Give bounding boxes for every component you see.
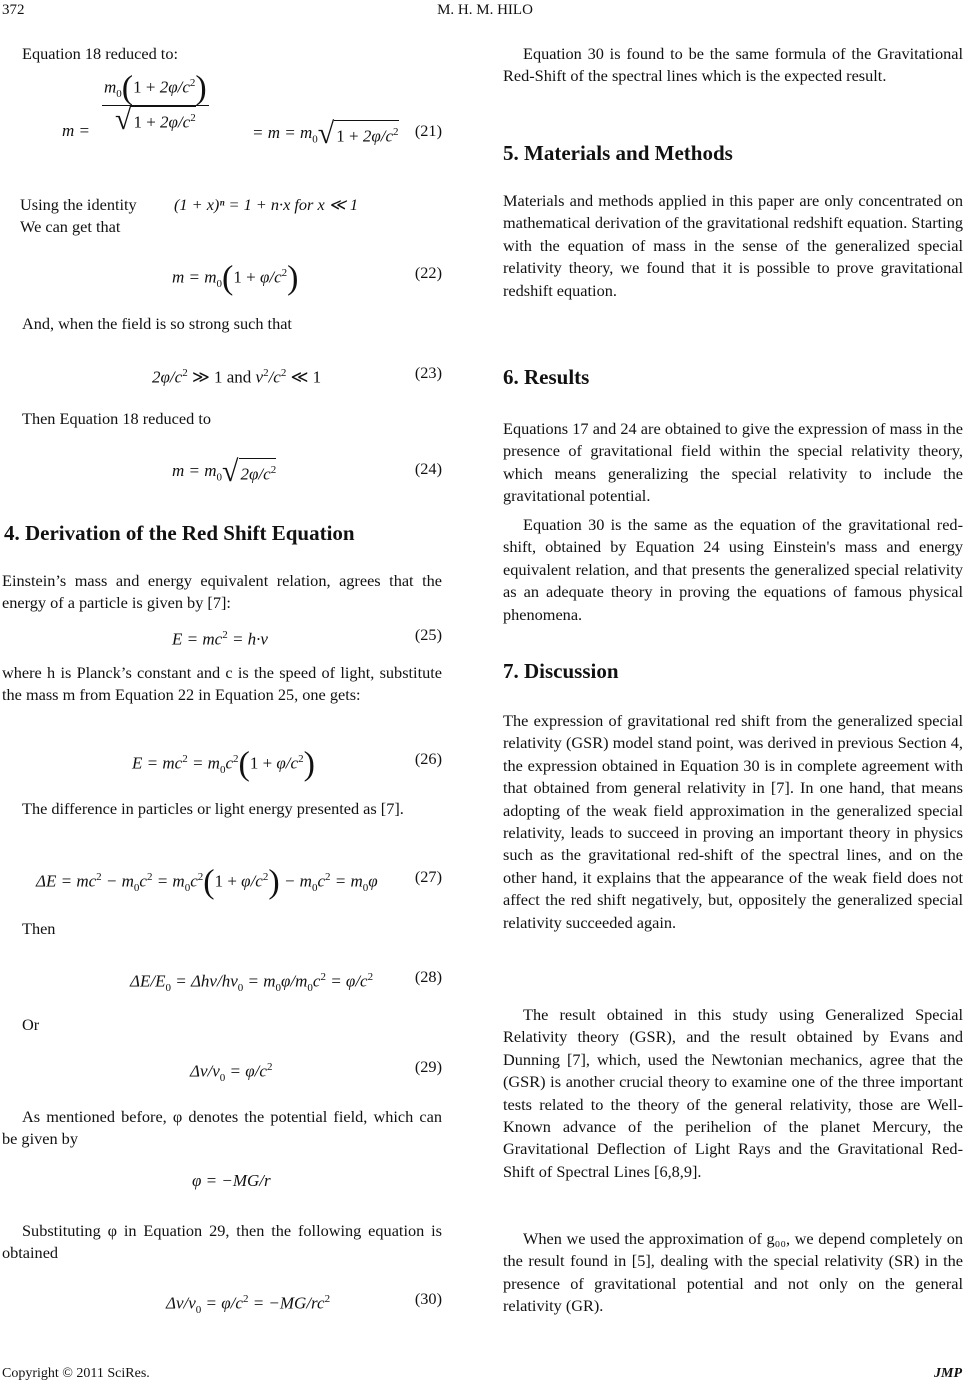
equation-number: (24): [414, 459, 442, 478]
paragraph: The difference in particles or light energy presented as [7].: [22, 799, 404, 818]
equation-28: $\Delta E/E_0 = \Delta hv/hv_0 = m_0\varphi/m_0c^2 = \varphi/c^2$ (28): [130, 967, 442, 995]
paragraph: Equation 30 is found to be the same formula of the Gravitational Red-Shift of the spectral lines which is the expected result.: [503, 44, 963, 86]
right-column: [503, 0, 963, 1350]
paragraph: Equation 18 reduced to:: [22, 44, 178, 63]
running-head: M. H. M. HILO: [437, 2, 533, 18]
inline-equation: (1 + x)ⁿ = 1 + n·x for x ≪ 1: [174, 195, 358, 214]
paragraph: where h is Planck’s constant and c is the speed of light, substitute the mass m from Equation 22 in Equation 25, one gets:: [2, 663, 442, 705]
footer-copyright: Copyright © 2011 SciRes.: [2, 1366, 150, 1381]
equation-26: $E = mc^2 = m_0c^2(1 + \varphi/c^2)$ (26): [132, 745, 442, 783]
equation-number: (30): [414, 1289, 442, 1308]
equation-27: $\Delta E = mc^2 - m_0c^2 = m_0c^2(1 + \varphi/c^2) - m_0c^2 = m_0\varphi$ (27): [36, 863, 442, 901]
section-heading: 4. Derivation of the Red Shift Equation: [4, 521, 355, 545]
paragraph: Equations 17 and 24 are obtained to give the expression of mass in the presence of gravitational field within the special relativity theory, which means generalizing the special relativity to include the gravitational potential.: [503, 419, 963, 506]
section-heading: 7. Discussion: [503, 659, 619, 683]
paragraph: Or: [22, 1015, 40, 1034]
equation-number: (27): [414, 867, 442, 886]
equation-number: (25): [414, 625, 442, 644]
equation-25: $E = mc^2 = h\cdot v$ (25): [172, 625, 442, 649]
equation-number: (23): [414, 363, 442, 382]
paragraph: The result obtained in this study using Generalized Special Relativity theory (GSR), and the result obtained by Evans and Dunning [7], which, used the Newtonian mechanics, agree that the (GSR) is another crucial theory to examine one of the three important tests related to the theory of the general relativity, those are Well-Known advance of the perihelion of the planet Mercury, the Gravitational Deflection of Light Rays and the Gravitational Red-Shift of Spectral Lines [6,8,9].: [503, 1005, 963, 1181]
equation-number: (28): [414, 967, 442, 986]
section-heading: 5. Materials and Methods: [503, 141, 733, 165]
paragraph: Then: [22, 919, 56, 938]
equation-30: $\Delta v/v_0 = \varphi/c^2 = -MG/rc^2$ (30): [166, 1289, 442, 1317]
equation-23: $2\varphi/c^2$ ≫ 1 and $v^2/c^2$ ≪ 1 (23): [152, 363, 442, 387]
paragraph: When we used the approximation of g₀₀, we depend completely on the result found in [5], dealing with the special relativity (SR) in the presence of gravitational potential and not only on the general relativity (GR).: [503, 1229, 963, 1316]
page-number: 372: [2, 2, 25, 18]
equation-potential: φ = −MG/r: [192, 1171, 271, 1190]
equation-number: (22): [414, 263, 442, 282]
equation-number: (21): [414, 121, 442, 140]
equation-number: (29): [414, 1057, 442, 1076]
paragraph: Equation 30 is the same as the equation of the gravitational red-shift, obtained by Equation 24 using Einstein's mass and energy equivalent relation, and that presents the generalized special relativity as an adequate theory in proving the equations of famous physical phenomena.: [503, 515, 963, 624]
equation-29: $\Delta v/v_0 = \varphi/c^2$ (29): [190, 1057, 442, 1085]
left-column: [2, 0, 442, 1350]
paragraph: Materials and methods applied in this paper are only concentrated on mathematical derivation of the gravitational redshift equation. Starting with the equation of mass in the sense of the generalized special relativity theory, we found that it is possible to prove gravitational redshift equation.: [503, 191, 963, 300]
paragraph: Using the identity: [20, 195, 137, 214]
equation-number: (26): [414, 749, 442, 768]
equation-22: $m = m_0(1 + \varphi/c^2)$ (22): [172, 259, 442, 297]
section-heading: 6. Results: [503, 365, 590, 389]
equation-21: m = $\frac{m_0(1 + 2\varphi/c^2)}{√ 1 + 2\varphi/c^2}$ = $m = m_0√$ $1 + 2\varphi/c^2$ (21): [62, 69, 442, 150]
paragraph: Then Equation 18 reduced to: [22, 409, 211, 428]
paragraph: And, when the field is so strong such that: [22, 314, 292, 333]
paragraph: We can get that: [20, 217, 121, 236]
paragraph: Substituting φ in Equation 29, then the following equation is obtained: [2, 1221, 442, 1263]
equation-24: $m = m_0√$ $2\varphi/c^2$ (24): [172, 454, 442, 488]
paragraph: The expression of gravitational red shift from the generalized special relativity (GSR) model stand point, was derived in previous Section 4, the expression obtained in Equation 30 is in complete agreement with that obtained from general relativity in [7]. In one hand, that means adopting of the weak field approximation in the generalized special relativity, leads to succeed in proving an important theory in physics such as the gravitational red-shift of the spectral lines, and on the other hand, it explains that the appearance of the weak field does not affect the red shift negatively, but, oppositely the generalized special relativity succeeded again.: [503, 711, 963, 932]
paragraph: As mentioned before, φ denotes the potential field, which can be given by: [2, 1107, 442, 1149]
paragraph: Einstein’s mass and energy equivalent relation, agrees that the energy of a particle is given by [7]:: [2, 571, 442, 613]
footer-journal: JMP: [934, 1366, 962, 1381]
